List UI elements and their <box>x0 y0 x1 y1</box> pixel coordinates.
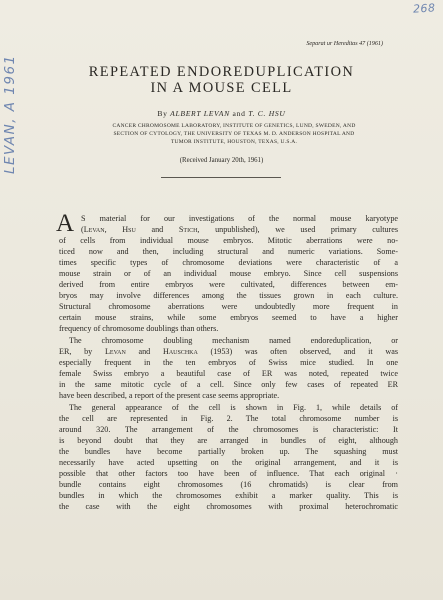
author-2: T. C. HSU <box>248 109 286 118</box>
author-name: Levan <box>83 225 105 234</box>
received-date: (Received January 20th, 1961) <box>179 157 264 164</box>
drop-cap: A <box>56 210 75 237</box>
body-line: The chromosome doubling mechanism named endoreduplication, or <box>69 336 398 345</box>
offprint-note: Separat ur Hereditas 47 (1961) <box>306 41 383 47</box>
body-line: around 320. The arrangement of the chromosomes is characteristic: It <box>59 425 398 434</box>
body-line: ticed now and then, including structural and numeric variations. Some- <box>59 247 398 256</box>
body-line: the cell are represented in Fig. 2. The total chromosome number is <box>59 414 398 423</box>
author-name: Hsu <box>122 225 136 234</box>
body-line: the case with the eight chromosomes with proximal heterochromatic <box>59 502 398 511</box>
body-line: is beyond doubt that they are arranged in bundles of eight, although <box>59 436 398 445</box>
body-line-fragment: ER, by <box>59 347 93 356</box>
body-line: S material for our investigations of the normal mouse karyotype <box>81 214 398 223</box>
author-name: Hauschka <box>162 347 198 356</box>
body-line: of cells from individual mouse embryos. Mitotic aberrations were no- <box>59 236 398 245</box>
body-line <box>59 346 398 357</box>
byline-and: and <box>232 109 246 118</box>
body-line: necessarily have acted upsetting on the original arrangement, and it is <box>59 458 398 467</box>
body-line: mouse strain or of an individual mouse embryo. Since cell suspensions <box>59 269 398 278</box>
author-name: Levan <box>104 347 126 356</box>
author-1: ALBERT LEVAN <box>170 109 230 118</box>
body-line: in the same mitotic cycle of a cell. Since only few cases of repeated ER <box>59 380 398 389</box>
body-line: certain mouse strains, while some embryos seemed to have a higher <box>59 313 398 322</box>
body-line: The general appearance of the cell is shown in Fig. 1, while details of <box>69 403 398 412</box>
body-line: frequency of chromosome doublings than others. <box>59 324 219 333</box>
affiliation-line: TUMOR INSTITUTE, HOUSTON, TEXAS, U.S.A. <box>170 139 298 145</box>
body-line-fragment: , unpublished), we used primary cultures <box>197 225 399 234</box>
body-line: bundle contains eight chromosomes (16 chromatids) is clear from <box>59 480 398 489</box>
body-line: have been described, a report of the present case seems appropriate. <box>59 391 280 400</box>
body-line: female Swiss embryo a beautiful case of ER was noted, repeated twice <box>59 369 398 378</box>
body-line: Structural chromosome aberrations were undoubtedly more frequent in <box>59 302 398 311</box>
affiliation-line: SECTION OF CYTOLOGY, THE UNIVERSITY OF TEXAS M. D. ANDERSON HOSPITAL AND <box>113 131 355 137</box>
body-line: especially frequent in the ten embryos of Swiss mice studied. In one <box>59 358 398 367</box>
author-name: Stich <box>178 225 198 234</box>
body-line: possible that other factors too have been of influence. That each original · <box>59 469 398 478</box>
author-byline <box>0 109 443 118</box>
byline-by: By <box>157 109 168 118</box>
body-line: the bundles have become partially broken up. The squashing must <box>59 447 398 456</box>
body-line-fragment: (1953) was often observed, and it was <box>210 347 398 356</box>
paper-title-line-2: IN A MOUSE CELL <box>150 80 293 96</box>
handwritten-margin-note: LEVAN, A 1961 <box>2 54 18 174</box>
body-line: bryos may involve differences among the tissues grown in each culture. <box>59 291 398 300</box>
paper-title-line-1: REPEATED ENDOREDUPLICATION <box>88 64 355 80</box>
body-line-fragment: and <box>138 347 151 356</box>
body-line: (Levan, Hsu and Stich, unpublished), we used primary cultures <box>81 225 399 234</box>
body-line: bundles in which the chromosomes exhibit a marker quality. This is <box>59 491 398 500</box>
affiliation-line: CANCER CHROMOSOME LABORATORY, INSTITUTE OF GENETICS, LUND, SWEDEN, AND <box>112 123 356 129</box>
body-line: times specific types of chromosome deviations were characteristic of a <box>59 258 398 267</box>
body-line: derived from entire embryos were cultivated, differences between em- <box>59 280 398 289</box>
section-divider <box>161 177 281 178</box>
handwritten-corner-note: 268 <box>412 1 436 16</box>
